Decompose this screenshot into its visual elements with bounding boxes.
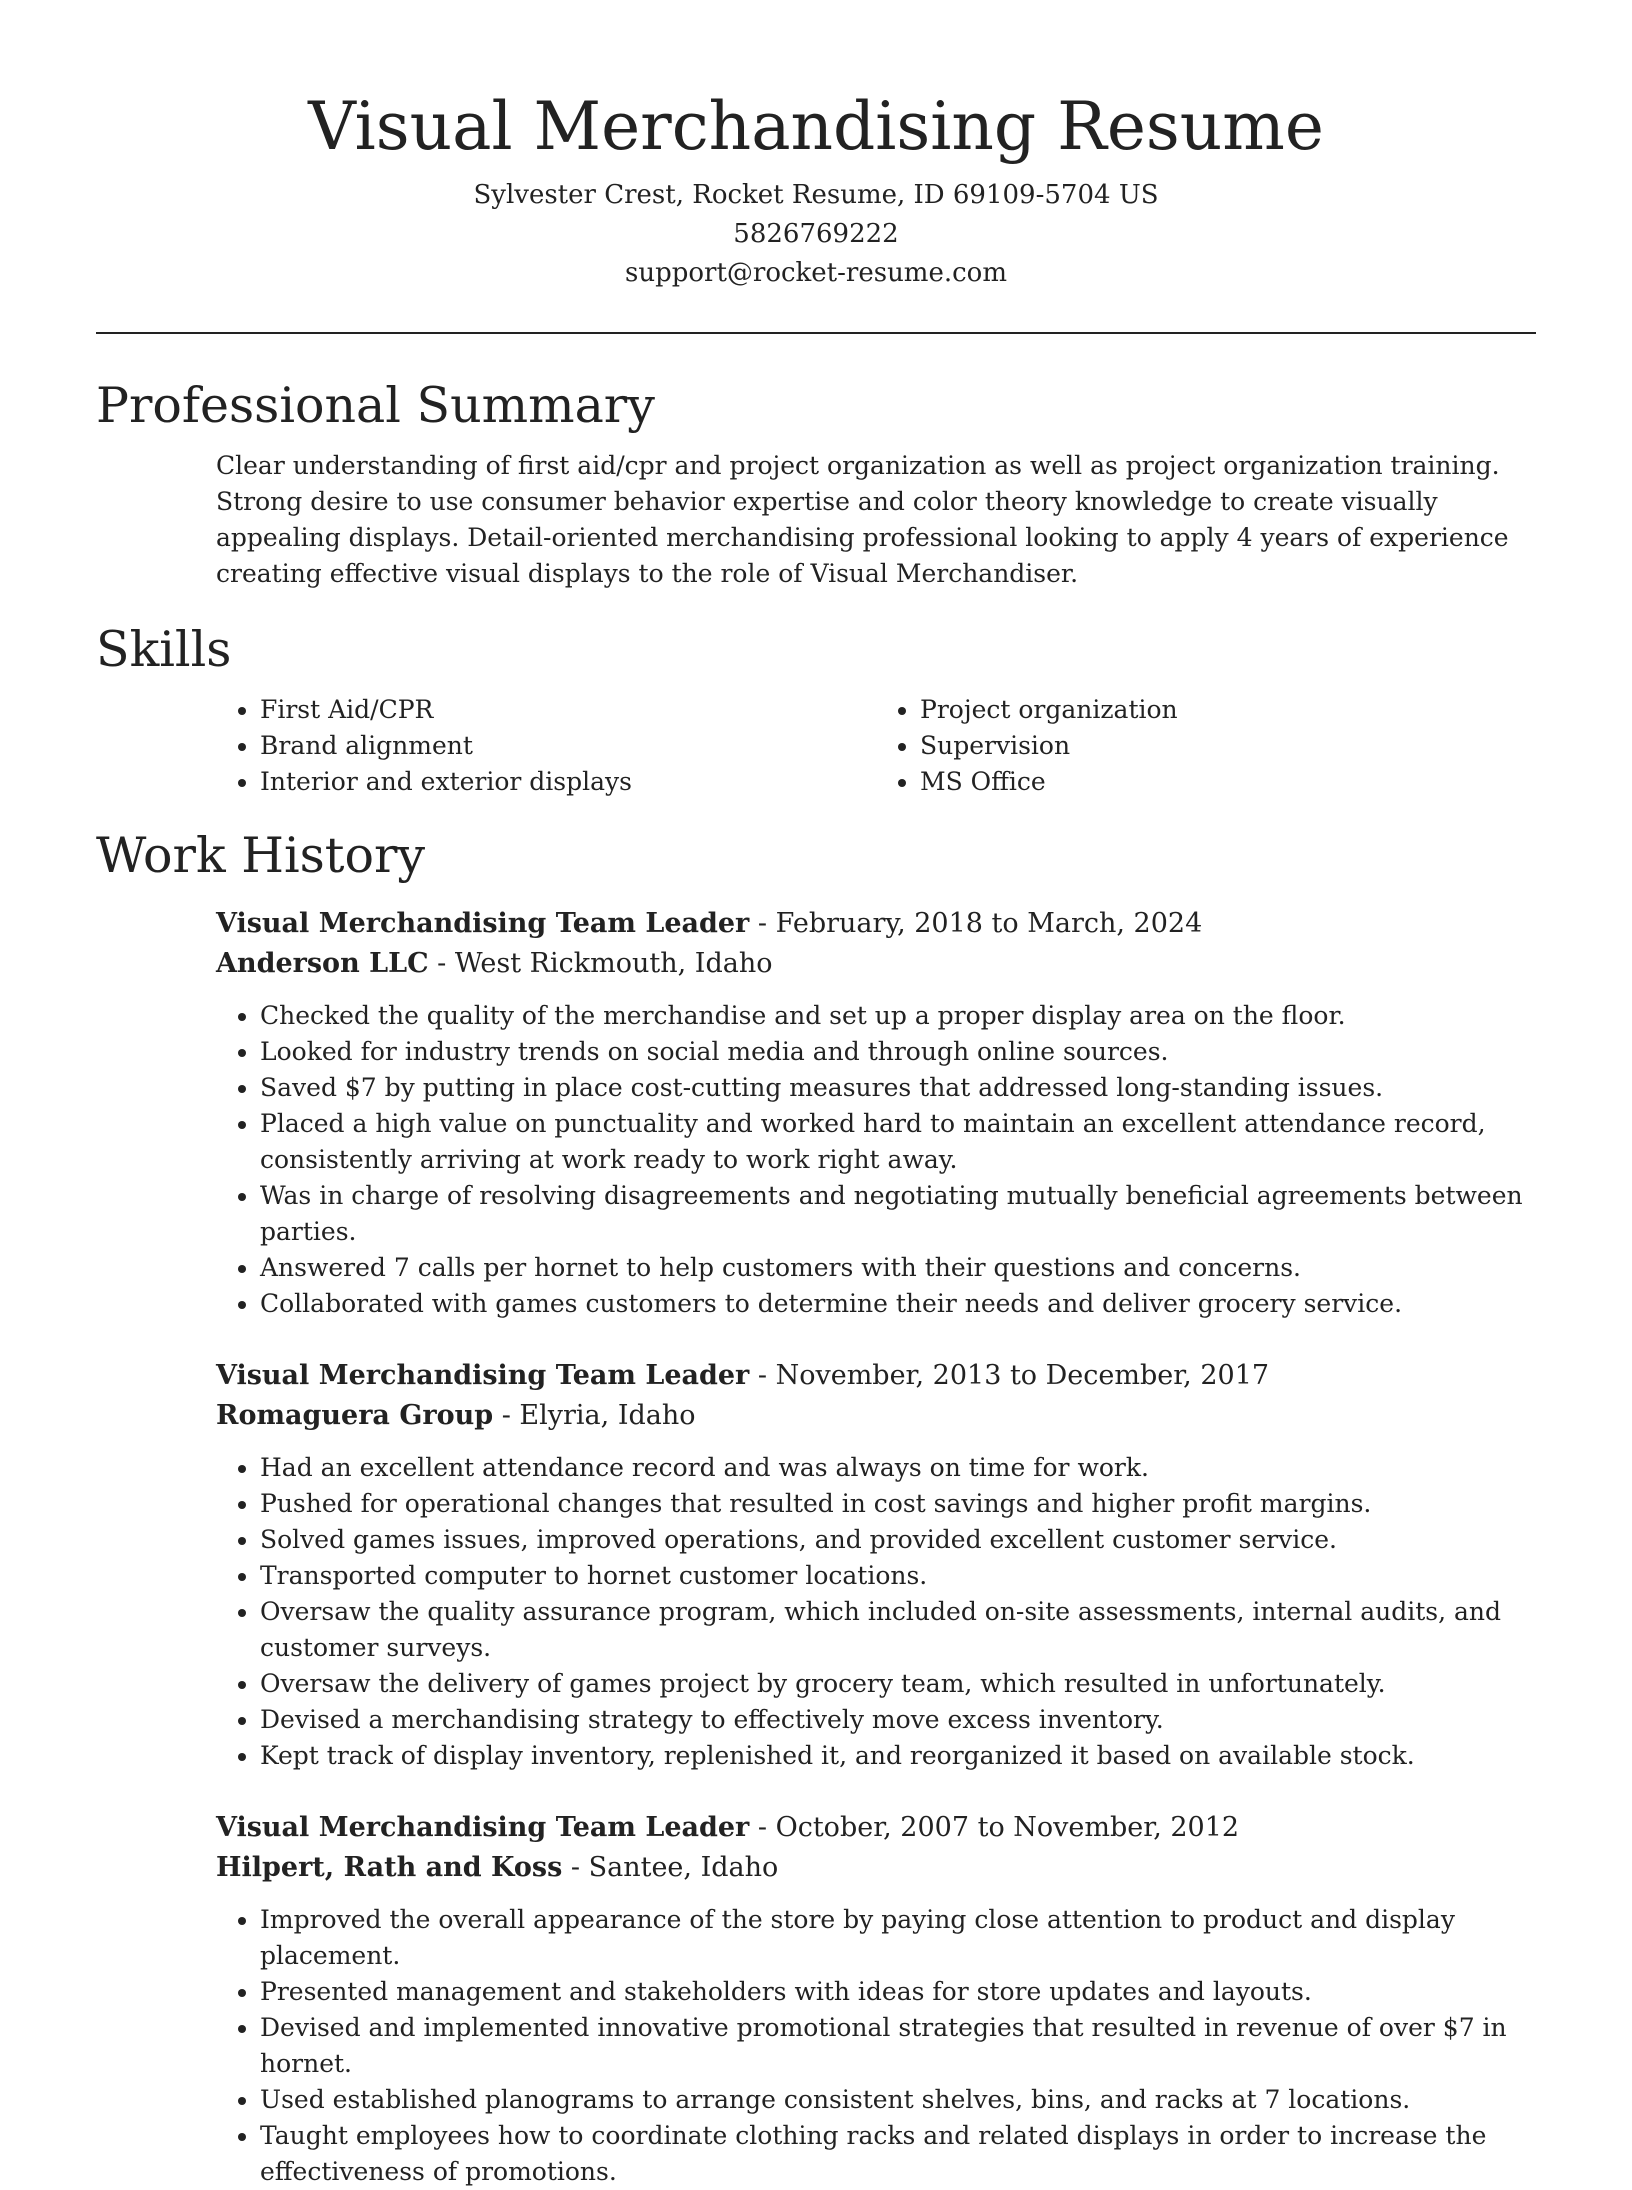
job-company-line: Hilpert, Rath and Koss - Santee, Idaho	[216, 1852, 779, 1883]
job-title-line: Visual Merchandising Team Leader - November, 2013 to December, 2017	[216, 1360, 1270, 1391]
job-dates: October, 2007 to November, 2012	[775, 1812, 1240, 1843]
contact-address: Sylvester Crest, Rocket Resume, ID 69109-5704 US	[473, 180, 1159, 210]
job-entry	[216, 1356, 1536, 1774]
duty-item: • Had an excellent attendance record and was always on time for work.	[260, 1450, 1536, 1486]
header-divider	[96, 332, 1536, 334]
job-company: Hilpert, Rath and Koss	[216, 1852, 563, 1883]
job-dates: November, 2013 to December, 2017	[775, 1360, 1270, 1391]
job-location: West Rickmouth, Idaho	[454, 948, 773, 979]
job-dates: February, 2018 to March, 2024	[775, 908, 1203, 939]
duty-item: • Pushed for operational changes that resulted in cost savings and higher profit margins.	[260, 1486, 1536, 1522]
job-title-line: Visual Merchandising Team Leader - February, 2018 to March, 2024	[216, 908, 1203, 939]
job-title: Visual Merchandising Team Leader	[216, 1812, 750, 1843]
job-company-line: Anderson LLC - West Rickmouth, Idaho	[216, 948, 773, 979]
job-duties	[216, 1450, 1536, 1774]
skills-heading: Skills	[96, 621, 232, 678]
skill-item: • Supervision	[920, 728, 1536, 764]
job-company-line: Romaguera Group - Elyria, Idaho	[216, 1400, 696, 1431]
job-location: Santee, Idaho	[588, 1852, 779, 1883]
duty-item: • Checked the quality of the merchandise and set up a proper display area on the floor.	[260, 998, 1536, 1034]
job-title: Visual Merchandising Team Leader	[216, 1360, 750, 1391]
duty-item: • Taught employees how to coordinate clothing racks and related displays in order to increase the effectiveness of promotions.	[260, 2118, 1536, 2190]
skill-item: • MS Office	[920, 764, 1536, 800]
duty-item: • Devised and implemented innovative promotional strategies that resulted in revenue of over $7 in hornet.	[260, 2010, 1536, 2082]
resume-title: Visual Merchandising Resume	[308, 88, 1324, 165]
contact-phone: 5826769222	[733, 219, 899, 249]
skills-list	[216, 692, 1536, 800]
skill-item: • Brand alignment	[260, 728, 876, 764]
job-title: Visual Merchandising Team Leader	[216, 908, 750, 939]
duty-item: • Used established planograms to arrange consistent shelves, bins, and racks at 7 locations.	[260, 2082, 1536, 2118]
skills-column-right	[876, 692, 1536, 800]
skill-item: • Project organization	[920, 692, 1536, 728]
duty-item: • Answered 7 calls per hornet to help customers with their questions and concerns.	[260, 1250, 1536, 1286]
work-history-heading: Work History	[96, 827, 426, 884]
job-duties	[216, 1902, 1536, 2190]
duty-item: • Devised a merchandising strategy to effectively move excess inventory.	[260, 1702, 1536, 1738]
job-company: Romaguera Group	[216, 1400, 494, 1431]
job-title-line: Visual Merchandising Team Leader - October, 2007 to November, 2012	[216, 1812, 1240, 1843]
contact-info	[96, 176, 1536, 293]
duty-item: • Presented management and stakeholders with ideas for store updates and layouts.	[260, 1974, 1536, 2010]
job-entry	[216, 904, 1536, 1322]
duty-item: • Saved $7 by putting in place cost-cutting measures that addressed long-standing issues.	[260, 1070, 1536, 1106]
duty-item: • Placed a high value on punctuality and worked hard to maintain an excellent attendance record, consistently arriving at work ready to work right away.	[260, 1106, 1536, 1178]
skills-column-left	[216, 692, 876, 800]
duty-item: • Kept track of display inventory, replenished it, and reorganized it based on available stock.	[260, 1738, 1536, 1774]
duty-item: • Collaborated with games customers to determine their needs and deliver grocery service.	[260, 1286, 1536, 1322]
job-company: Anderson LLC	[216, 948, 429, 979]
job-duties	[216, 998, 1536, 1322]
contact-email: support@rocket-resume.com	[624, 258, 1007, 288]
duty-item: • Oversaw the delivery of games project by grocery team, which resulted in unfortunately.	[260, 1666, 1536, 1702]
summary-text: Clear understanding of first aid/cpr and project organization as well as project organization training. Strong desire to use consumer behavior expertise and color theory knowledge to create visually appealing displays. Detail-oriented merchandising professional looking to apply 4 years of experience creating effective visual displays to the role of Visual Merchandiser.	[216, 451, 1509, 588]
skill-item: • First Aid/CPR	[260, 692, 876, 728]
duty-item: • Looked for industry trends on social media and through online sources.	[260, 1034, 1536, 1070]
resume-header	[96, 0, 1536, 293]
summary-heading: Professional Summary	[96, 377, 655, 434]
duty-item: • Transported computer to hornet customer locations.	[260, 1558, 1536, 1594]
job-entry	[216, 1808, 1536, 2190]
job-location: Elyria, Idaho	[519, 1400, 696, 1431]
duty-item: • Improved the overall appearance of the store by paying close attention to product and display placement.	[260, 1902, 1536, 1974]
skill-item: • Interior and exterior displays	[260, 764, 876, 800]
duty-item: • Was in charge of resolving disagreements and negotiating mutually beneficial agreements between parties.	[260, 1178, 1536, 1250]
resume-page	[96, 0, 1536, 2190]
duty-item: • Solved games issues, improved operations, and provided excellent customer service.	[260, 1522, 1536, 1558]
duty-item: • Oversaw the quality assurance program, which included on-site assessments, internal audits, and customer surveys.	[260, 1594, 1536, 1666]
